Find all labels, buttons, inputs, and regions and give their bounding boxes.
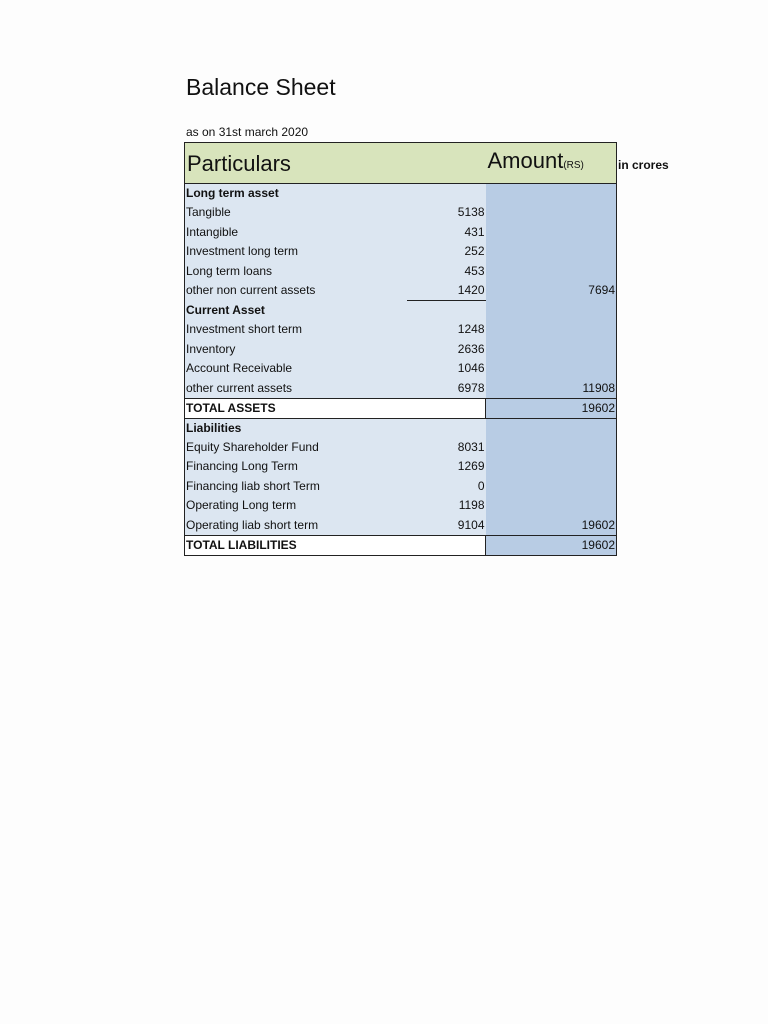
table-row [185,203,617,223]
row-label: Account Receivable [185,359,407,379]
row-value: 0 [407,477,486,497]
current-asset-heading: Current Asset [185,301,407,321]
row-value: 1248 [407,320,486,340]
row-label: Tangible [185,203,407,223]
row-label: Investment long term [185,242,407,262]
row-value: 1269 [407,457,486,477]
row-value: 8031 [407,438,486,458]
balance-sheet-table [184,142,617,556]
section-heading-row [185,418,617,438]
total-assets-row [185,398,617,418]
table-row [185,242,617,262]
row-label: Long term loans [185,262,407,282]
row-amount [486,320,617,340]
row-amount [486,477,617,497]
table-row [185,359,617,379]
row-amount: 11908 [486,379,617,399]
row-amount [486,438,617,458]
row-value: 1198 [407,496,486,516]
particulars-header: Particulars [185,143,407,184]
table-header-row [185,143,617,184]
row-amount [486,223,617,243]
table-row [185,340,617,360]
row-value: 453 [407,262,486,282]
row-label: Equity Shareholder Fund [185,438,407,458]
row-value: 1420 [407,281,486,301]
amount-unit-label: (RS) [563,160,584,171]
table-row [185,516,617,536]
row-value: 252 [407,242,486,262]
document-subtitle: as on 31st march 2020 [186,125,309,139]
row-value: 9104 [407,516,486,536]
row-label: Inventory [185,340,407,360]
row-value: 6978 [407,379,486,399]
row-amount [486,457,617,477]
total-liabilities-row [185,535,617,555]
row-value: 431 [407,223,486,243]
table-row [185,496,617,516]
row-label: other non current assets [185,281,407,301]
header-spacer [407,143,486,184]
amount-header [486,143,617,184]
table-row [185,320,617,340]
table-row [185,477,617,497]
row-amount [486,262,617,282]
row-value: 1046 [407,359,486,379]
row-label: Financing Long Term [185,457,407,477]
row-amount: 19602 [486,516,617,536]
row-label: Investment short term [185,320,407,340]
section-heading-row [185,301,617,321]
row-amount: 7694 [486,281,617,301]
section-heading-row [185,184,617,204]
row-value: 5138 [407,203,486,223]
table-row [185,223,617,243]
amount-header-label: Amount [487,148,564,173]
table-row [185,379,617,399]
long-term-asset-heading: Long term asset [185,184,407,204]
document-title: Balance Sheet [186,74,336,100]
row-value: 2636 [407,340,486,360]
table-row [185,438,617,458]
total-liabilities-label: TOTAL LIABILITIES [185,535,407,555]
row-amount [486,242,617,262]
row-amount [486,496,617,516]
units-note: in crores [618,158,669,172]
liabilities-heading: Liabilities [185,418,407,438]
table-row [185,262,617,282]
table-row [185,281,617,301]
row-label: other current assets [185,379,407,399]
row-label: Financing liab short Term [185,477,407,497]
row-label: Operating Long term [185,496,407,516]
row-label: Intangible [185,223,407,243]
total-liabilities-amount: 19602 [486,535,617,555]
total-assets-amount: 19602 [486,398,617,418]
total-assets-label: TOTAL ASSETS [185,398,407,418]
row-amount [486,359,617,379]
row-amount [486,203,617,223]
table-row [185,457,617,477]
row-label: Operating liab short term [185,516,407,536]
row-amount [486,340,617,360]
